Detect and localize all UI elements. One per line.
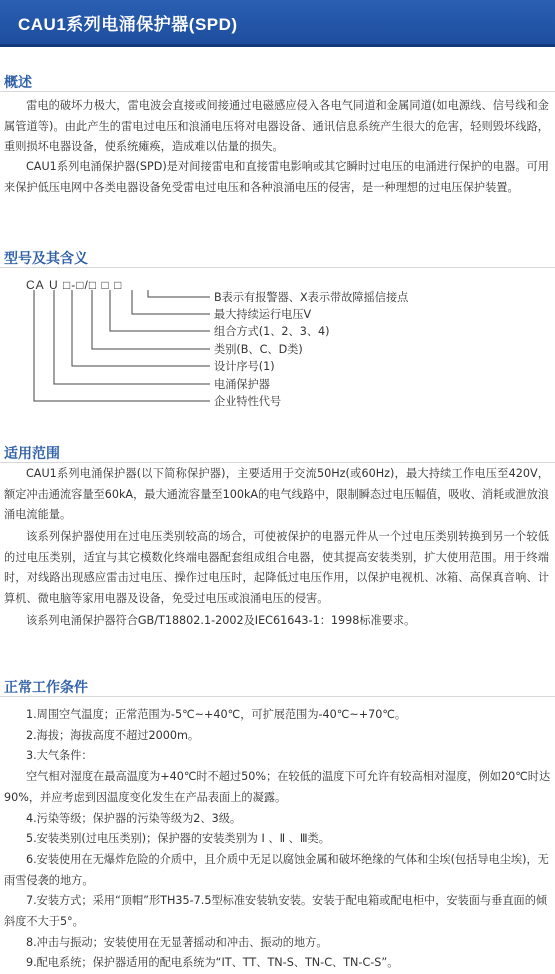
condition-text: 2.海拔；海拔高度不超过2000m。 [26,728,200,742]
condition-item [4,953,552,974]
section-title-conditions: 正常工作条件 [4,680,88,696]
condition-item [4,850,552,891]
model-label-2: 最大持续运行电压V [214,308,312,321]
model-label-7: 企业特性代号 [214,395,282,408]
model-label-5: 设计序号(1) [214,360,275,373]
leader-line-3 [110,290,210,331]
condition-item [4,829,552,850]
code-box: □ [88,278,98,292]
condition-text: 7.安装方式；采用“顶帽”形TH35-7.5型标准安装轨安装。安装于配电箱或配电柜中，安装面与垂直面的倾斜度不大于5°。 [4,894,548,929]
condition-item [4,891,552,932]
condition-item [4,726,552,747]
scope-paragraph-2 [4,527,549,609]
condition-text: 3.大气条件： [26,749,93,763]
code-char-c: C [26,278,36,292]
condition-item [4,705,552,726]
overview-text-2: CAU1系列电涌保护器(SPD)是对间接雷电和直接雷电影响或其它瞬时过电压的电涌进行保护的电器。可用来保护低压电网中各类电器设备免受雷电过电压和各种浪涌电压的侵害，是一种理想的过电压保护装置。 [4,160,549,194]
model-label-3: 组合方式(1、2、3、4) [214,325,330,338]
condition-text: 6.安装使用在无爆炸危险的介质中，且介质中无足以腐蚀金属和破坏绝缘的气体和尘埃(包括导电尘埃)，无雨雪侵袭的地方。 [4,852,549,887]
condition-text: 9.配电系统；保护器适用的配电系统为“IT、TT、TN-S、TN-C、TN-C-S”。 [26,956,399,970]
section-divider [0,462,555,463]
model-label-4: 类别(B、C、D类) [214,343,303,356]
condition-text: 8.冲击与振动；安装使用在无显著摇动和冲击、振动的地方。 [26,935,328,949]
condition-item [4,809,552,830]
code-slash: / [84,278,89,292]
scope-text-1: CAU1系列电涌保护器(以下简称保护器)，主要适用于交流50Hz(或60Hz)，最大持续工作电压至420V，额定冲击通流容量至60kA，最大通流容量至100kA的电气线路中，限制瞬态过电压幅值，吸收、消耗或泄放浪涌电流能量。 [4,467,549,521]
condition-item [4,746,552,767]
code-box: □ [76,278,85,292]
code-box: □ [63,278,72,292]
overview-text-1: 雷电的破坏力极大，雷电波会直接或间接通过电磁感应侵入各电气同道和金属同道(如电源线、信号线和金属管道等)。由此产生的雷电过电压和浪涌电压将对电器设备、通讯信息系统产生很大的危害，轻则毁坏线路，重则损坏电器设备，使系统瘫痪，造成难以估量的损失。 [4,99,549,153]
code-char-u: U [49,278,59,292]
section-title-overview: 概述 [4,75,32,91]
conditions-list [4,705,552,974]
leader-line-1 [148,290,210,297]
model-label-6: 电涌保护器 [214,378,270,391]
section-title-model: 型号及其含义 [4,251,88,267]
leader-line-2 [132,290,210,314]
leader-line-5 [72,290,210,366]
code-box: □ [114,278,123,292]
scope-paragraph-1 [4,464,549,526]
model-code-diagram [0,0,555,420]
code-char-a: A [35,278,45,292]
code-dash: - [71,278,77,292]
section-title-scope: 适用范围 [4,446,60,462]
condition-item [4,767,552,808]
scope-text-2: 该系列保护器使用在过电压类别较高的场合，可使被保护的电器元件从一个过电压类别转换到另一个较低的过电压类别，适宜与其它模数化终端电器配套组成组合电器，使其提高安装类别，扩大使用范围。用于终端时，对线路出现感应雷击过电压、操作过电压时，起降低过电压作用，以保护电视机、冰箱、高保真音响、计算机、微电脑等家用电器及设备，免受过电压或浪涌电压的侵害。 [4,530,549,605]
condition-text: 空气相对湿度在最高温度为+40℃时不超过50%；在较低的温度下可允许有较高相对湿度，例如20℃时达90%，并应考虑到因温度变化发生在产品表面上的凝露。 [4,770,551,804]
code-box: □ [101,278,110,292]
page-title: CAU1系列电涌保护器(SPD) [18,15,238,34]
model-label-1: B表示有报警器、X表示带故障摇信接点 [214,291,409,304]
condition-item [4,933,552,954]
section-divider [0,696,555,697]
scope-paragraph-3 [4,611,549,632]
condition-text: 5.安装类别(过电压类别)；保护器的安装类别为 Ⅰ 、Ⅱ 、Ⅲ类。 [26,832,330,846]
scope-text-3: 该系列电涌保护器符合GB/T18802.1-2002及IEC61643-1：1998标准要求。 [26,614,416,627]
condition-text: 4.污染等级；保护器的污染等级为2、3级。 [26,811,242,825]
condition-text: 1.周围空气温度；正常范围为-5℃~+40℃，可扩展范围为-40℃~+70℃。 [26,708,407,721]
